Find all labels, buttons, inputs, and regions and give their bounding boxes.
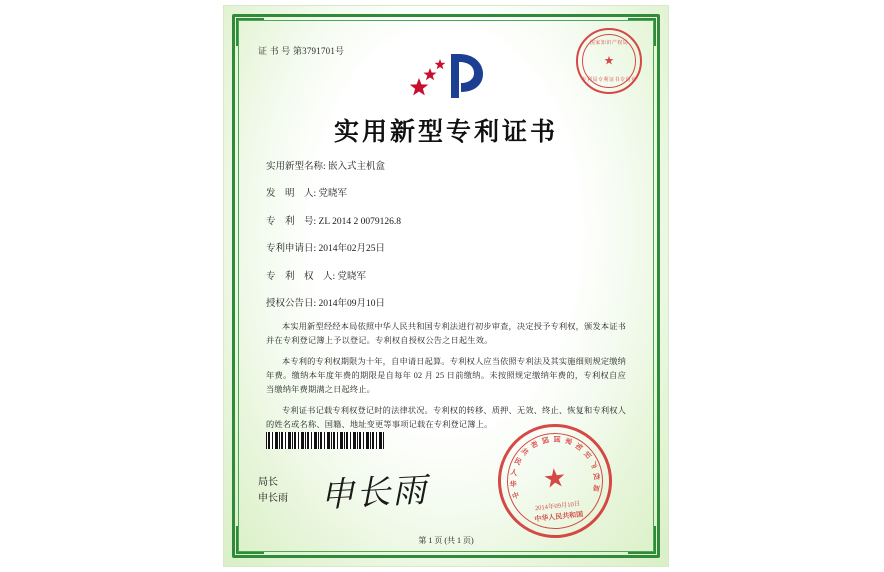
seal-arc-char: 华: [509, 480, 517, 489]
seal-official-round: [492, 418, 617, 543]
seal-arc-char: 共: [519, 446, 530, 458]
page-footer: 第 1 页 (共 1 页): [418, 536, 474, 545]
seal-top-line: 国家知识产权局: [589, 41, 629, 46]
field-label: 发 明 人:: [266, 189, 317, 200]
patent-certificate: [224, 6, 668, 566]
star-icon: ★: [603, 53, 615, 68]
seal-arc-char: 和: [528, 439, 540, 450]
seal-arc-char: 人: [509, 468, 519, 478]
seal-arc-char: 中: [511, 491, 521, 502]
seal-top-right: [576, 28, 642, 94]
legal-paragraph: 本专利的专利权期限为十年，自申请日起算。专利权人应当依照专利法及其实施细则规定缴纳年费。缴纳本年度年费的期限是自每年 02 月 25 日前缴纳。未按照规定缴纳年费的，专利权自应当缴纳年费期满之日起终止。: [266, 356, 626, 395]
field-row-inventor: [266, 189, 626, 200]
field-label: 专利申请日:: [266, 244, 317, 255]
certificate-number: 证 书 号 第3791701号: [258, 46, 345, 56]
seal-arc-char: 国: [540, 435, 550, 445]
page-title: 实用新型专利证书: [333, 117, 558, 146]
barcode: [266, 432, 384, 449]
handwritten-signature: 申长雨: [319, 470, 430, 516]
seal-date-text: 2014年09月10日: [534, 500, 581, 513]
field-row-patentee: [266, 272, 626, 283]
seal-bottom-text: 中华人民共和国: [533, 510, 584, 524]
field-row-grant-announcement-date: [266, 299, 626, 310]
field-value: 嵌入式主机盒: [328, 162, 386, 172]
seal-arc-char: 国: [552, 435, 561, 443]
seal-arc-char: 权: [592, 471, 601, 481]
signature-block: [258, 475, 288, 506]
seal-arc-char: 识: [582, 448, 593, 460]
certificate-fields: [266, 162, 626, 326]
field-value: 2014年02月25日: [318, 244, 386, 255]
seal-arc-char: 知: [573, 441, 584, 452]
legal-text-block: [266, 320, 626, 438]
field-label: 专 利 号:: [266, 216, 317, 227]
seal-arc-char: 民: [512, 456, 523, 467]
field-row-application-date: [266, 244, 626, 255]
field-value: 2014年09月10日: [318, 298, 386, 309]
seal-bottom-line: 专利局专利证书专用章: [581, 78, 637, 83]
field-value: 党晓军: [337, 271, 367, 282]
field-label: 授权公告日:: [266, 298, 317, 309]
seal-arc-char: 局: [592, 483, 601, 493]
field-row-patent-number: [266, 217, 626, 228]
field-value: 党晓军: [318, 189, 348, 200]
signature-role-label: 局长: [258, 477, 278, 488]
field-row-utility-model-name: [266, 162, 626, 173]
legal-paragraph: 专利证书记载专利权登记时的法律状况。专利权的转移、质押、无效、终止、恢复和专利权人的姓名或名称、国籍、地址变更等事项记载在专利登记簿上。: [266, 405, 626, 430]
field-value: ZL 2014 2 0079126.8: [318, 216, 402, 227]
seal-arc-char: 产: [588, 459, 599, 470]
legal-paragraph: 本实用新型经经本局依照中华人民共和国专利法进行初步审查，决定授予专利权，颁发本证书并在专利登记簿上予以登记。专利权自授权公告之日起生效。: [266, 322, 626, 346]
field-label: 专 利 权 人:: [266, 271, 336, 282]
seal-arc-char: 家: [563, 436, 574, 446]
cnipa-emblem-icon: [407, 48, 485, 104]
field-label: 实用新型名称:: [266, 162, 326, 172]
signature-name-label: 申长雨: [258, 492, 288, 504]
star-icon: ★: [541, 462, 568, 494]
